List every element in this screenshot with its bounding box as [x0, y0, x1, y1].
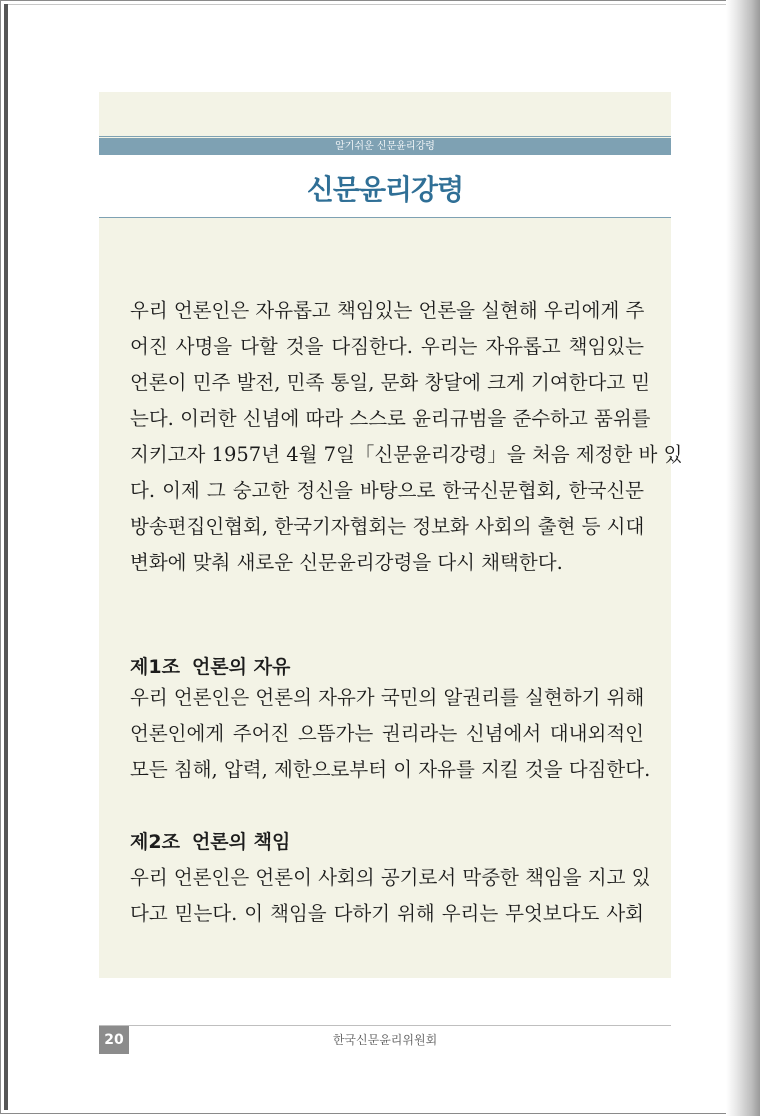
article-1-number: 제1조	[130, 656, 180, 678]
article-2-body	[130, 860, 651, 932]
footer-organization: 한국신문윤리위원회	[332, 1033, 438, 1047]
preamble	[130, 293, 683, 581]
article-1-body	[130, 680, 651, 788]
article-2-line: 우리 언론인은 언론이 사회의 공기로서 막중한 책임을 지고 있	[130, 866, 651, 889]
preamble-line: 언론이 민주 발전, 민족 통일, 문화 창달에 크게 기여한다고 믿	[130, 371, 651, 394]
preamble-line: 어진 사명을 다할 것을 다짐한다. 우리는 자유롭고 책임있는	[130, 335, 644, 358]
article-1-line: 우리 언론인은 언론의 자유가 국민의 알권리를 실현하기 위해	[130, 686, 645, 709]
article-2-title: 언론의 책임	[191, 831, 291, 853]
footer-rule	[99, 1025, 671, 1026]
preamble-line: 변화에 맞춰 새로운 신문윤리강령을 다시 채택한다.	[130, 551, 563, 574]
article-2-number: 제2조	[130, 831, 180, 853]
page-left-edge	[4, 4, 8, 1110]
preamble-line: 다. 이제 그 숭고한 정신을 바탕으로 한국신문협회, 한국신문	[130, 479, 644, 502]
page-top-line	[8, 4, 728, 5]
preamble-line: 는다. 이러한 신념에 따라 스스로 윤리규범을 준수하고 품위를	[130, 407, 651, 430]
title-top-rule	[99, 136, 671, 137]
page-number: 20	[99, 1026, 129, 1054]
page-right-shadow	[726, 0, 760, 1116]
article-1-line: 모든 침해, 압력, 제한으로부터 이 자유를 지킬 것을 다짐한다.	[130, 758, 651, 781]
preamble-line: 방송편집인협회, 한국기자협회는 정보화 사회의 출현 등 시대	[130, 515, 645, 538]
article-2-heading	[130, 827, 644, 854]
article-2-line: 다고 믿는다. 이 책임을 다하기 위해 우리는 무엇보다도 사회	[130, 902, 644, 925]
series-label: 알기쉬운 신문윤리강령	[99, 138, 671, 155]
article-1-title: 언론의 자유	[191, 656, 291, 678]
preamble-line: 지키고자 1957년 4월 7일「신문윤리강령」을 처음 제정한 바 있	[130, 443, 683, 466]
header-rule	[99, 217, 671, 218]
article-1-line: 언론인에게 주어진 으뜸가는 권리라는 신념에서 대내외적인	[130, 722, 644, 745]
page-title: 신문윤리강령	[306, 173, 464, 206]
article-1-heading	[130, 652, 644, 679]
preamble-line: 우리 언론인은 자유롭고 책임있는 언론을 실현해 우리에게 주	[130, 299, 645, 322]
